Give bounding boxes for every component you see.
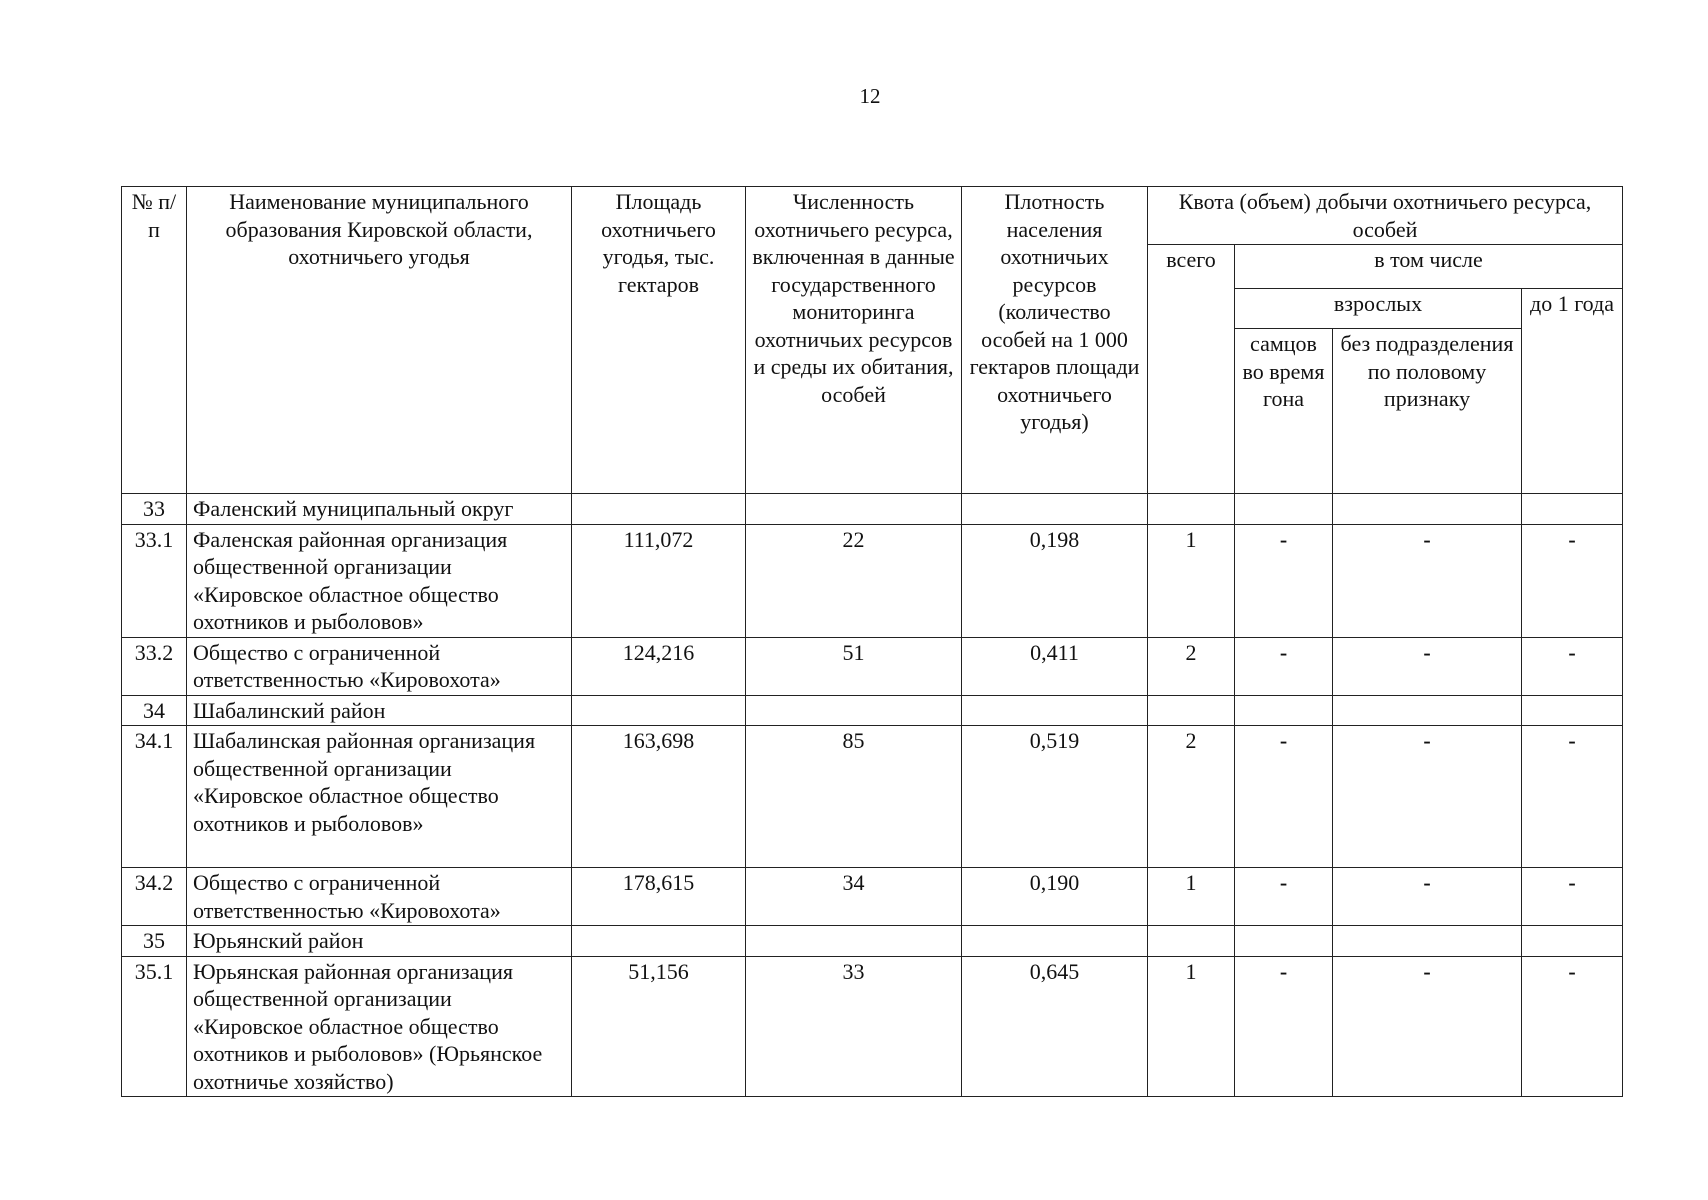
header-row	[122, 187, 1623, 245]
row-total: 2	[1148, 726, 1235, 868]
row-total: 1	[1148, 956, 1235, 1097]
table-row-section	[122, 926, 1623, 957]
row-area: 51,156	[572, 956, 746, 1097]
empty-cell	[1522, 695, 1623, 726]
table-row	[122, 726, 1623, 868]
header-name: Наименование муниципального образования Кировской области, охотничьего угодья	[187, 187, 572, 494]
table-row-section	[122, 494, 1623, 525]
row-under1: -	[1522, 868, 1623, 926]
empty-cell	[1333, 494, 1522, 525]
row-num: 33.2	[122, 637, 187, 695]
row-name: Общество с ограниченной ответственностью «Кировохота»	[187, 868, 572, 926]
header-including: в том числе	[1235, 245, 1623, 289]
row-males: -	[1235, 524, 1333, 637]
row-name: Фаленская районная организация общественной организации «Кировское областное общество охотников и рыболовов»	[187, 524, 572, 637]
row-num: 33.1	[122, 524, 187, 637]
header-under1: до 1 года	[1522, 289, 1623, 494]
header-quota: Квота (объем) добычи охотничьего ресурса, особей	[1148, 187, 1623, 245]
row-name: Шабалинская районная организация общественной организации «Кировское областное общество охотников и рыболовов»	[187, 726, 572, 868]
table-row	[122, 637, 1623, 695]
header-count: Численность охотничьего ресурса, включенная в данные государственного мониторинга охотничьих ресурсов и среды их обитания, особей	[746, 187, 962, 494]
row-num: 35.1	[122, 956, 187, 1097]
row-name: Юрьянский район	[187, 926, 572, 957]
header-adults: взрослых	[1235, 289, 1522, 329]
empty-cell	[746, 494, 962, 525]
row-under1: -	[1522, 524, 1623, 637]
row-count: 33	[746, 956, 962, 1097]
row-num: 34.2	[122, 868, 187, 926]
row-total: 1	[1148, 868, 1235, 926]
row-area: 124,216	[572, 637, 746, 695]
empty-cell	[1235, 494, 1333, 525]
row-density: 0,198	[962, 524, 1148, 637]
header-area: Площадь охотничьего угодья, тыс. гектаров	[572, 187, 746, 494]
table-row	[122, 524, 1623, 637]
page-number: 12	[859, 84, 881, 108]
row-nosex: -	[1333, 524, 1522, 637]
empty-cell	[1235, 695, 1333, 726]
row-name: Фаленский муниципальный округ	[187, 494, 572, 525]
table-row-section	[122, 695, 1623, 726]
table-row	[122, 956, 1623, 1097]
header-density: Плотность населения охотничьих ресурсов (количество особей на 1 000 гектаров площади охотничьего угодья)	[962, 187, 1148, 494]
row-area: 163,698	[572, 726, 746, 868]
row-nosex: -	[1333, 956, 1522, 1097]
empty-cell	[962, 494, 1148, 525]
row-males: -	[1235, 637, 1333, 695]
row-num: 34	[122, 695, 187, 726]
row-males: -	[1235, 726, 1333, 868]
row-nosex: -	[1333, 868, 1522, 926]
empty-cell	[1522, 494, 1623, 525]
row-num: 33	[122, 494, 187, 525]
row-total: 2	[1148, 637, 1235, 695]
empty-cell	[572, 494, 746, 525]
row-density: 0,411	[962, 637, 1148, 695]
quota-table	[121, 186, 1623, 1097]
empty-cell	[962, 695, 1148, 726]
empty-cell	[572, 695, 746, 726]
empty-cell	[1235, 926, 1333, 957]
row-count: 22	[746, 524, 962, 637]
empty-cell	[746, 926, 962, 957]
empty-cell	[1148, 494, 1235, 525]
row-num: 35	[122, 926, 187, 957]
row-count: 51	[746, 637, 962, 695]
empty-cell	[1522, 926, 1623, 957]
row-count: 34	[746, 868, 962, 926]
row-area: 178,615	[572, 868, 746, 926]
table-row	[122, 868, 1623, 926]
header-total: всего	[1148, 245, 1235, 494]
row-under1: -	[1522, 637, 1623, 695]
empty-cell	[1333, 695, 1522, 726]
row-total: 1	[1148, 524, 1235, 637]
header-males: самцов во время гона	[1235, 329, 1333, 494]
row-males: -	[1235, 956, 1333, 1097]
empty-cell	[746, 695, 962, 726]
empty-cell	[962, 926, 1148, 957]
row-under1: -	[1522, 956, 1623, 1097]
row-num: 34.1	[122, 726, 187, 868]
row-name: Общество с ограниченной ответственностью «Кировохота»	[187, 637, 572, 695]
empty-cell	[1148, 695, 1235, 726]
empty-cell	[1333, 926, 1522, 957]
empty-cell	[572, 926, 746, 957]
row-density: 0,190	[962, 868, 1148, 926]
row-count: 85	[746, 726, 962, 868]
row-name: Юрьянская районная организация общественной организации «Кировское областное общество охотников и рыболовов» (Юрьянское охотничье хозяйство)	[187, 956, 572, 1097]
empty-cell	[1148, 926, 1235, 957]
row-name: Шабалинский район	[187, 695, 572, 726]
row-nosex: -	[1333, 726, 1522, 868]
row-nosex: -	[1333, 637, 1522, 695]
header-num: № п/п	[122, 187, 187, 494]
row-under1: -	[1522, 726, 1623, 868]
row-males: -	[1235, 868, 1333, 926]
header-nosex: без подразделения по половому признаку	[1333, 329, 1522, 494]
row-density: 0,645	[962, 956, 1148, 1097]
row-density: 0,519	[962, 726, 1148, 868]
row-area: 111,072	[572, 524, 746, 637]
